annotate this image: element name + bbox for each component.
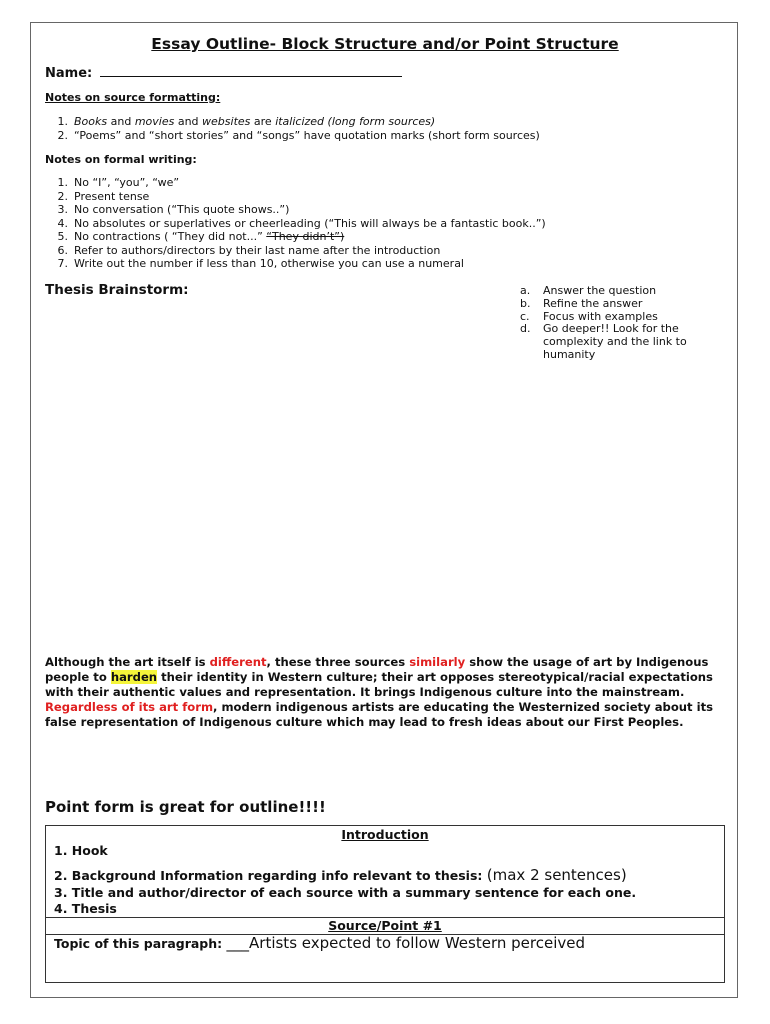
list-letter: b. bbox=[520, 296, 531, 310]
source-note-text: italicized (long form sources) bbox=[275, 115, 436, 128]
formal-note-text: No conversation (“This quote shows..”) bbox=[74, 203, 290, 216]
paragraph-text: their identity in Western culture; their art opposes stereotypical/racial expectations with their authentic values and representation. It brings Indigenous culture into the mainstream. bbox=[45, 670, 713, 699]
thesis-step-text: Go deeper!! Look for the complexity and the link to humanity bbox=[543, 322, 687, 361]
page-title: Essay Outline- Block Structure and/or Point Structure bbox=[151, 35, 619, 53]
list-number: 6. bbox=[57, 243, 68, 257]
highlighted-yellow-text: harden bbox=[110, 670, 158, 684]
struck-text: “They didn’t”) bbox=[266, 230, 345, 243]
topic-value[interactable]: Artists expected to follow Western perceived bbox=[249, 934, 585, 952]
list-number: 1. bbox=[57, 176, 68, 189]
formal-note-text: Refer to authors/directors by their last name after the introduction bbox=[74, 243, 441, 257]
thesis-brainstorm-heading: Thesis Brainstorm: bbox=[45, 282, 189, 298]
name-row bbox=[45, 64, 402, 81]
list-number: 2. bbox=[57, 189, 68, 203]
list-number: 5. bbox=[57, 230, 68, 243]
list-number: 7. bbox=[57, 257, 68, 270]
formal-notes-list bbox=[52, 176, 732, 271]
highlighted-red-text: different bbox=[209, 655, 267, 669]
formal-note-text: No “I”, “you”, “we” bbox=[74, 176, 180, 189]
source-note-text: and bbox=[174, 115, 203, 128]
thesis-paragraph bbox=[45, 655, 735, 730]
formal-note-item bbox=[52, 176, 732, 190]
background-label: 2. Background Information regarding info relevant to thesis: bbox=[54, 868, 487, 883]
source-note-text: “Poems” and “short stories” and “songs” have quotation marks (short form sources) bbox=[74, 128, 540, 142]
source-note-item bbox=[52, 129, 732, 143]
hook-item: 1. Hook bbox=[54, 843, 108, 858]
paragraph-text: , these three sources bbox=[266, 655, 410, 669]
formal-note-item bbox=[52, 190, 732, 204]
name-label: Name: bbox=[45, 66, 93, 81]
formal-notes-heading: Notes on formal writing: bbox=[45, 153, 197, 166]
background-item bbox=[46, 867, 724, 884]
formal-note-item bbox=[52, 257, 732, 271]
source-notes-list bbox=[52, 115, 732, 142]
formal-note-item bbox=[52, 203, 732, 217]
source-notes-heading: Notes on source formatting: bbox=[45, 91, 221, 104]
formal-note-text: No absolutes or superlatives or cheerleading (“This will always be a fantastic book..”) bbox=[74, 216, 546, 230]
highlighted-red-text: Regardless of its art form bbox=[45, 700, 214, 714]
thesis-step-text: Answer the question bbox=[543, 284, 657, 297]
source-note-item bbox=[52, 115, 732, 129]
source-point-heading: Source/Point #1 bbox=[328, 918, 442, 933]
title-author-item: 3. Title and author/director of each source with a summary sentence for each one. bbox=[54, 885, 637, 900]
formal-note-text: No contractions ( “They did not...” bbox=[74, 230, 267, 243]
thesis-step-text: Refine the answer bbox=[543, 296, 643, 310]
background-note: (max 2 sentences) bbox=[486, 866, 627, 884]
outline-table bbox=[45, 825, 725, 983]
topic-blank[interactable]: ___ bbox=[226, 934, 250, 952]
source-note-text: movies bbox=[134, 115, 175, 128]
source-note-text: and bbox=[107, 115, 135, 128]
formal-note-text: Write out the number if less than 10, otherwise you can use a numeral bbox=[74, 257, 464, 270]
thesis-item: 4. Thesis bbox=[54, 901, 117, 916]
formal-note-item bbox=[52, 230, 732, 244]
point-form-heading: Point form is great for outline!!!! bbox=[45, 798, 326, 816]
paragraph-text: Although the art itself is bbox=[45, 655, 210, 669]
list-letter: d. bbox=[520, 322, 531, 336]
source-note-text: Books bbox=[74, 115, 108, 128]
source-note-text: are bbox=[250, 115, 276, 128]
paragraph-text: show the usage of art by Indigenous people to bbox=[45, 655, 709, 684]
list-number: 2. bbox=[57, 128, 68, 142]
paragraph-text: , modern indigenous artists are educating the Westernized society about its false representation of Indigenous culture which may lead to fresh ideas about our First Peoples. bbox=[45, 700, 714, 729]
list-number: 3. bbox=[57, 203, 68, 216]
list-letter: a. bbox=[520, 284, 531, 297]
formal-note-item bbox=[52, 217, 732, 231]
list-number: 1. bbox=[57, 115, 68, 128]
thesis-steps-list bbox=[520, 285, 730, 362]
name-blank-line[interactable] bbox=[100, 64, 402, 77]
list-number: 4. bbox=[57, 216, 68, 230]
formal-note-text: Present tense bbox=[74, 189, 150, 203]
thesis-step-item bbox=[520, 323, 730, 361]
list-letter: c. bbox=[520, 309, 530, 323]
topic-row bbox=[46, 935, 724, 952]
topic-label: Topic of this paragraph: bbox=[54, 936, 227, 951]
thesis-step-text: Focus with examples bbox=[543, 309, 658, 323]
formal-note-item bbox=[52, 244, 732, 258]
introduction-heading: Introduction bbox=[341, 827, 429, 842]
highlighted-red-text: similarly bbox=[409, 655, 466, 669]
source-note-text: websites bbox=[202, 115, 251, 128]
